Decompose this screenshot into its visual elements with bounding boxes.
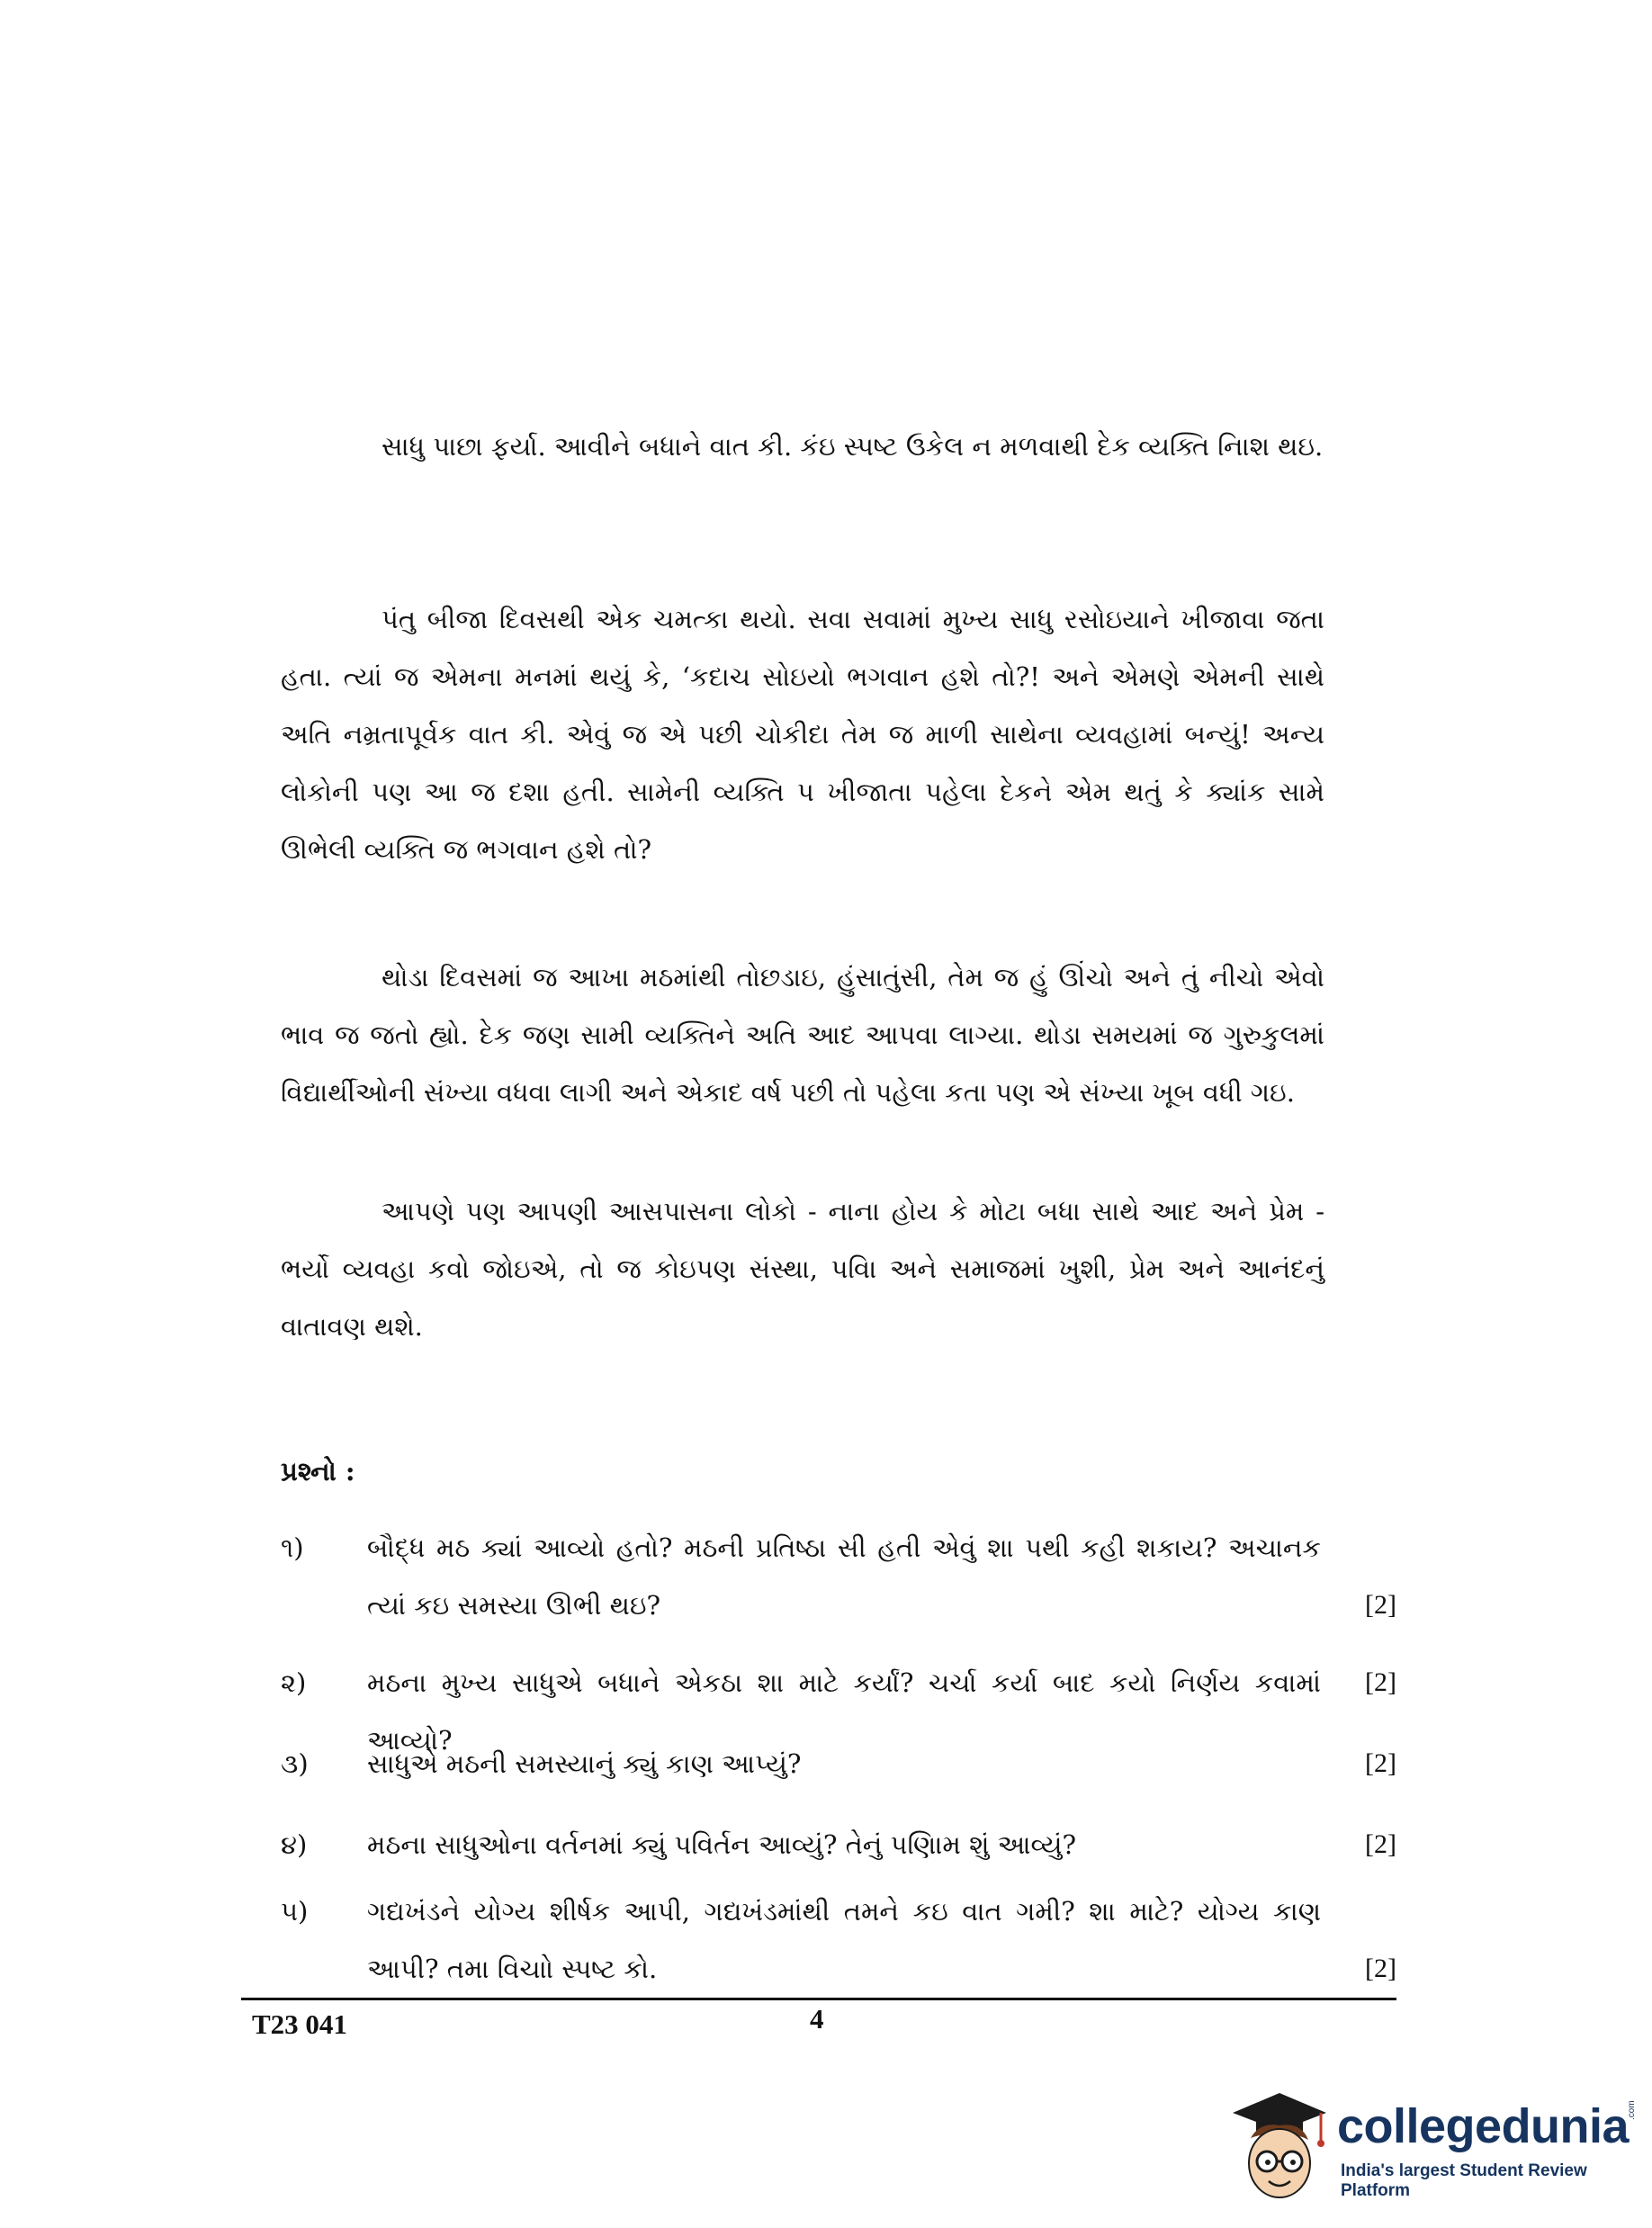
- question-number: ૪): [281, 1829, 308, 1860]
- question-text: ગદ્યખંડને યોગ્ય શીર્ષક આપી, ગદ્યખંડમાંથી તમને કઇ વાત ગમી? શા માટે? યોગ્ય કાણ આપી? તમા વિચાો સ્પષ્ટ કો.: [367, 1896, 1321, 1984]
- question-text: સાધુએ મઠની સમસ્યાનું ક્યું કાણ આપ્યું?: [367, 1748, 802, 1779]
- question-marks: [2]: [1365, 1667, 1396, 1697]
- paper-code: T23 041: [252, 2008, 347, 2040]
- logo-tagline: India's largest Student Review Platform: [1341, 2161, 1587, 2200]
- questions-heading: પ્રશ્નો :: [281, 1456, 355, 1487]
- question-marks: [2]: [1365, 1829, 1396, 1859]
- passage-paragraph-2: પંતુ બીજા દિવસથી એક ચમત્કા થયો. સવા સવામાં મુખ્ય સાધુ રસોઇયાને ખીજાવા જતા હતા. ત્યાં જ એમના મનમાં થયું કે, ‘કદાચ સોઇયો ભગવાન હશે તો?! અને એમણે એમની સાથે અતિ નમ્રતાપૂર્વક વાત કી. એવું જ એ પછી ચોકીદા તેમ જ માળી સાથેના વ્યવહામાં બન્યું! અન્ય લોકોની પણ આ જ દશા હતી. સામેની વ્યક્તિ પ ખીજાતા પહેલા દેકને એમ થતું કે ક્યાંક સામે ઊભેલી વ્યક્તિ જ ભગવાન હશે તો?: [281, 604, 1324, 865]
- question-number: ૨): [281, 1667, 307, 1698]
- passage-paragraph-4: આપણે પણ આપણી આસપાસના લોકો - નાના હોય કે મોટા બધા સાથે આદ અને પ્રેમ - ભર્યો વ્યવહા કવો જોઇએ, તો જ કોઇપણ સંસ્થા, પવિા અને સમાજમાં ખુશી, પ્રેમ અને આનંદનું વાતાવણ થશે.: [281, 1196, 1324, 1342]
- question-text: મઠના સાધુઓના વર્તનમાં ક્યું પવિર્તન આવ્યું? તેનું પણિામ શું આવ્યું?: [367, 1829, 1076, 1860]
- page-number: 4: [810, 2003, 824, 2035]
- passage-paragraph-1: સાધુ પાછા ફર્યા. આવીને બધાને વાત કી. કંઇ સ્પષ્ટ ઉકેલ ન મળવાથી દેક વ્યક્તિ નિાશ થઇ.: [382, 431, 1324, 462]
- question-item-3: [281, 1735, 1396, 1792]
- question-item-5: [281, 1882, 1396, 1998]
- passage-paragraph-3: થોડા દિવસમાં જ આખા મઠમાંથી તોછડાઇ, હુંસાતુંસી, તેમ જ હું ઊંચો અને તું નીચો એવો ભાવ જ જતો હ્યો. દેક જણ સામી વ્યક્તિને અતિ આદ આપવા લાગ્યા. થોડા સમયમાં જ ગુરુકુલમાં વિદ્યાર્થીઓની સંખ્યા વધવા લાગી અને એકાદ વર્ષ પછી તો પહેલા કતા પણ એ સંખ્યા ખૂબ વધી ગઇ.: [281, 962, 1324, 1108]
- collegedunia-logo[interactable]: [1224, 2086, 1638, 2212]
- question-marks: [2]: [1365, 1590, 1396, 1620]
- footer-divider: [241, 1998, 1396, 2000]
- question-number: ૧): [281, 1532, 304, 1563]
- mascot-icon: [1224, 2086, 1332, 2212]
- question-item-4: [281, 1816, 1396, 1873]
- question-item-1: [281, 1519, 1396, 1634]
- question-marks: [2]: [1365, 1954, 1396, 1983]
- question-marks: [2]: [1365, 1748, 1396, 1778]
- question-item-2: [281, 1654, 1396, 1756]
- logo-domain-suffix: .com: [1627, 2100, 1637, 2120]
- question-text: મઠના મુખ્ય સાધુએ બધાને એકઠા શા માટે કર્યાં? ચર્ચા કર્યા બાદ કયો નિર્ણય કવામાં આવ્યો?: [367, 1667, 1321, 1756]
- logo-wordmark: collegedunia: [1337, 2099, 1630, 2153]
- question-text: બૌદ્ધ મઠ ક્યાં આવ્યો હતો? મઠની પ્રતિષ્ઠા સી હતી એવું શા પથી કહી શકાય? અચાનક ત્યાં કઇ સમસ્યા ઊભી થઇ?: [367, 1532, 1321, 1621]
- question-number: ૫): [281, 1896, 309, 1927]
- question-number: ૩): [281, 1748, 309, 1779]
